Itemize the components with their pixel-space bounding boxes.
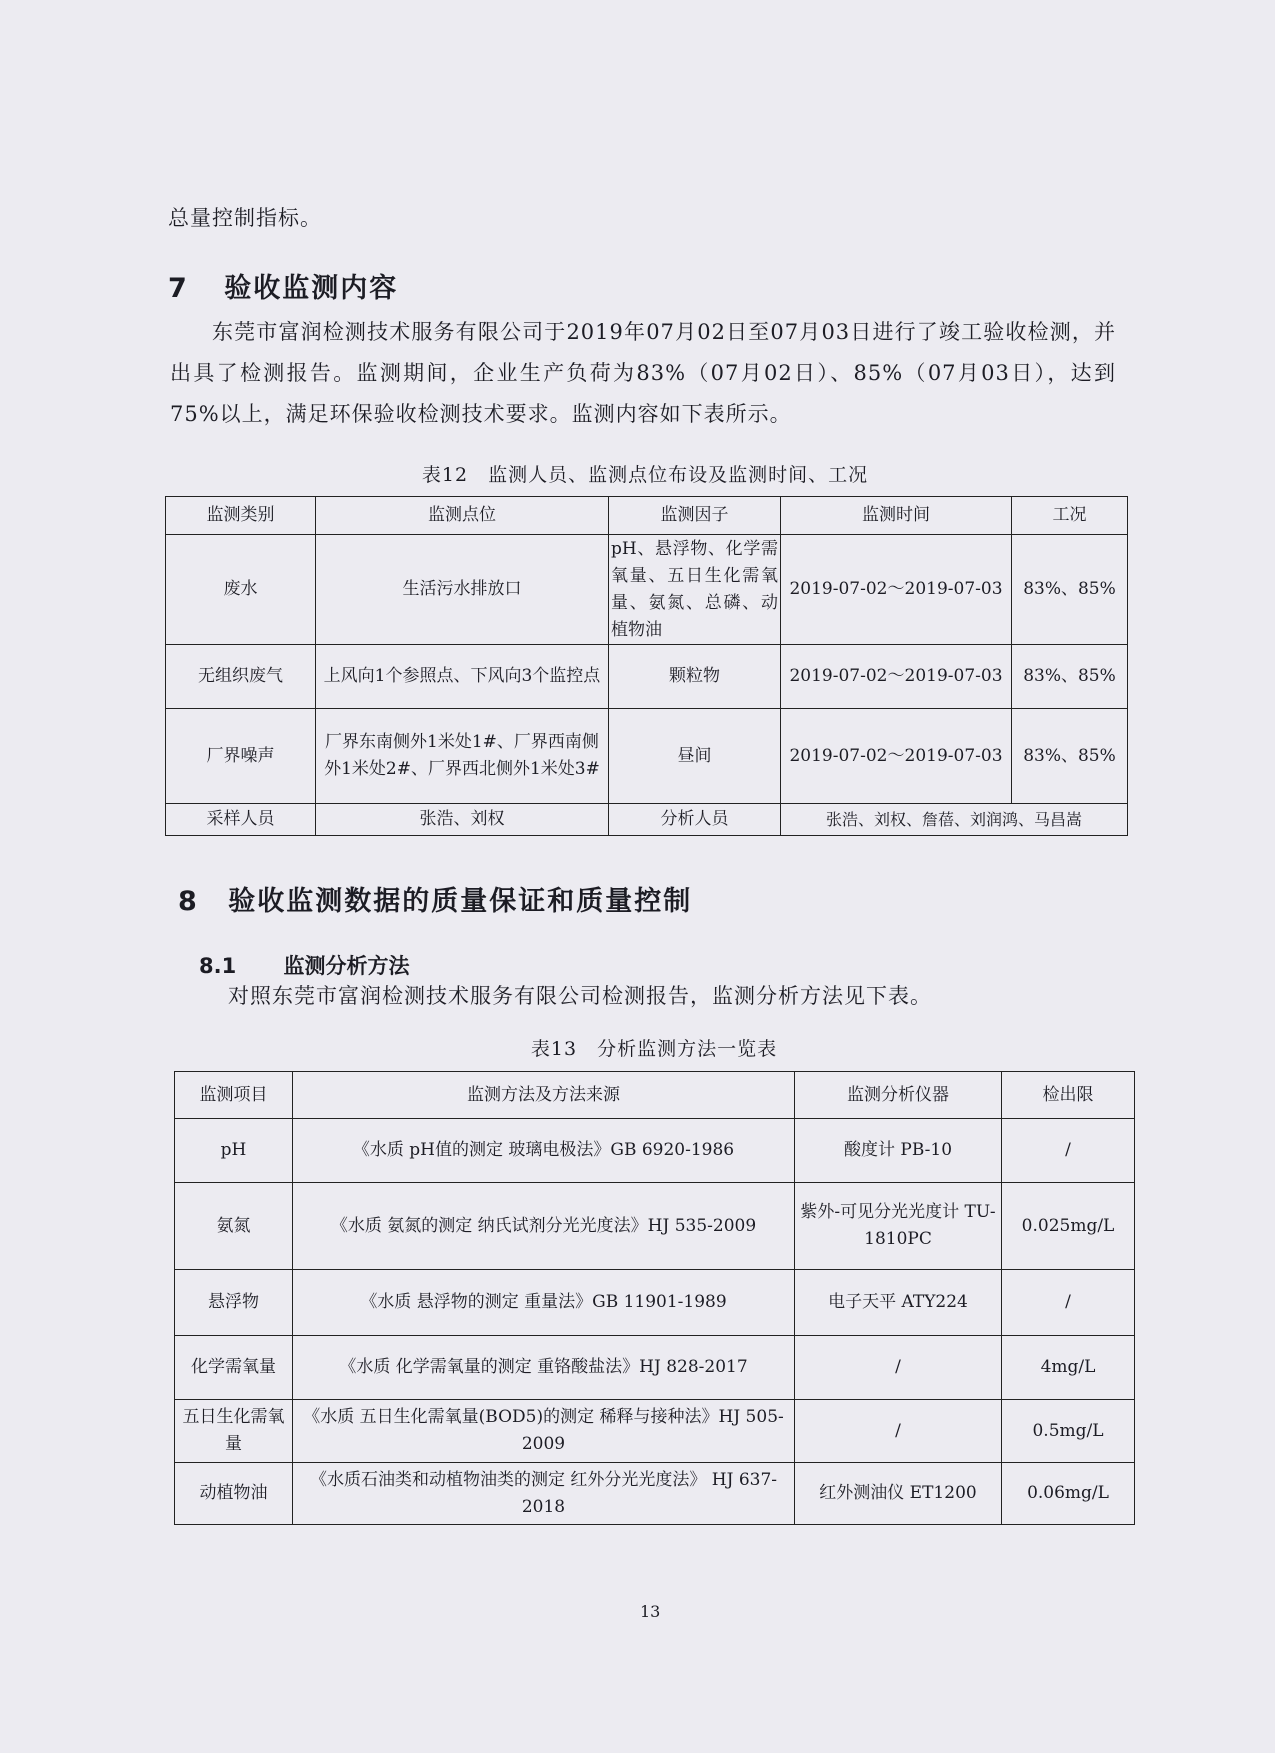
table-header-cell: 监测点位 [316,497,609,535]
table-cell: 张浩、刘权 [316,804,609,836]
table-row [175,1183,1135,1270]
table-cell: / [795,1336,1002,1400]
carryover-line: 总量控制指标。 [168,206,322,230]
table-cell: / [795,1400,1002,1463]
table-cell: 上风向1个参照点、下风向3个监控点 [316,645,609,709]
section-8-1-title: 监测分析方法 [283,954,410,978]
table-cell: 83%、85% [1012,645,1128,709]
table-cell: 悬浮物 [175,1270,293,1336]
section-8-1-number: 8.1 [199,954,237,978]
section-7-paragraph: 东莞市富润检测技术服务有限公司于2019年07月02日至07月03日进行了竣工验收检测，并出具了检测报告。监测期间，企业生产负荷为83%（07月02日）、85%（07月03日），达到75%以上，满足环保验收检测技术要求。监测内容如下表所示。 [170,320,1116,426]
page-number: 13 [640,1602,661,1621]
table-row [175,1119,1135,1183]
table-header-cell: 监测时间 [781,497,1012,535]
table-header-cell: 监测类别 [166,497,316,535]
section-8-title: 验收监测数据的质量保证和质量控制 [228,886,693,917]
table-cell: 《水质 氨氮的测定 纳氏试剂分光光度法》HJ 535-2009 [293,1183,795,1270]
table-row [166,497,1128,535]
table-row [166,535,1128,645]
table-cell: 酸度计 PB-10 [795,1119,1002,1183]
table-cell: 0.5mg/L [1002,1400,1135,1463]
table-cell: 厂界噪声 [166,709,316,804]
table-cell: 2019-07-02～2019-07-03 [781,535,1012,645]
table-cell: 生活污水排放口 [316,535,609,645]
table-12-caption: 表12 监测人员、监测点位布设及监测时间、工况 [421,464,869,486]
table-cell: 《水质石油类和动植物油类的测定 红外分光光度法》 HJ 637-2018 [293,1463,795,1525]
section-7-title: 验收监测内容 [224,273,399,304]
table-header-cell: 监测因子 [609,497,781,535]
section-8-1-paragraph: 对照东莞市富润检测技术服务有限公司检测报告，监测分析方法见下表。 [228,984,932,1008]
table-cell: 分析人员 [609,804,781,836]
table-cell: pH、悬浮物、化学需氧量、五日生化需氧量、氨氮、总磷、动植物油 [609,535,781,645]
section-8-number: 8 [178,886,199,917]
table-cell: pH [175,1119,293,1183]
table-cell: 红外测油仪 ET1200 [795,1463,1002,1525]
table-cell: 紫外-可见分光光度计 TU-1810PC [795,1183,1002,1270]
table-row [166,645,1128,709]
table-cell: 采样人员 [166,804,316,836]
table-cell: 昼间 [609,709,781,804]
table-header-cell: 监测项目 [175,1072,293,1119]
table-cell: 2019-07-02～2019-07-03 [781,709,1012,804]
table-13-caption: 表13 分析监测方法一览表 [530,1038,778,1060]
table-row [175,1400,1135,1463]
section-8-heading [178,879,692,918]
table-cell: 无组织废气 [166,645,316,709]
table-13 [174,1071,1135,1525]
section-7-heading [168,266,398,305]
table-cell: 83%、85% [1012,709,1128,804]
table-cell: 张浩、刘权、詹蓓、刘润鸿、马昌嵩 [781,804,1128,836]
table-cell: 废水 [166,535,316,645]
table-header-cell: 检出限 [1002,1072,1135,1119]
table-cell: 《水质 悬浮物的测定 重量法》GB 11901-1989 [293,1270,795,1336]
table-cell: 《水质 化学需氧量的测定 重铬酸盐法》HJ 828-2017 [293,1336,795,1400]
table-cell: 83%、85% [1012,535,1128,645]
table-cell: 0.06mg/L [1002,1463,1135,1525]
table-cell: / [1002,1270,1135,1336]
table-cell: 电子天平 ATY224 [795,1270,1002,1336]
table-12 [165,496,1128,836]
table-cell: 4mg/L [1002,1336,1135,1400]
table-cell: 《水质 pH值的测定 玻璃电极法》GB 6920-1986 [293,1119,795,1183]
table-cell: 动植物油 [175,1463,293,1525]
table-row [175,1463,1135,1525]
table-cell: 《水质 五日生化需氧量(BOD5)的测定 稀释与接种法》HJ 505-2009 [293,1400,795,1463]
table-cell: / [1002,1119,1135,1183]
table-cell: 化学需氧量 [175,1336,293,1400]
table-cell: 厂界东南侧外1米处1#、厂界西南侧外1米处2#、厂界西北侧外1米处3# [316,709,609,804]
table-row [175,1072,1135,1119]
section-7-number: 7 [168,273,189,304]
table-cell: 五日生化需氧量 [175,1400,293,1463]
table-cell: 0.025mg/L [1002,1183,1135,1270]
table-row [175,1270,1135,1336]
table-cell: 氨氮 [175,1183,293,1270]
table-row [166,804,1128,836]
table-cell: 颗粒物 [609,645,781,709]
table-cell: 2019-07-02～2019-07-03 [781,645,1012,709]
table-row [166,709,1128,804]
table-row [175,1336,1135,1400]
table-header-cell: 监测方法及方法来源 [293,1072,795,1119]
table-header-cell: 工况 [1012,497,1128,535]
table-header-cell: 监测分析仪器 [795,1072,1002,1119]
